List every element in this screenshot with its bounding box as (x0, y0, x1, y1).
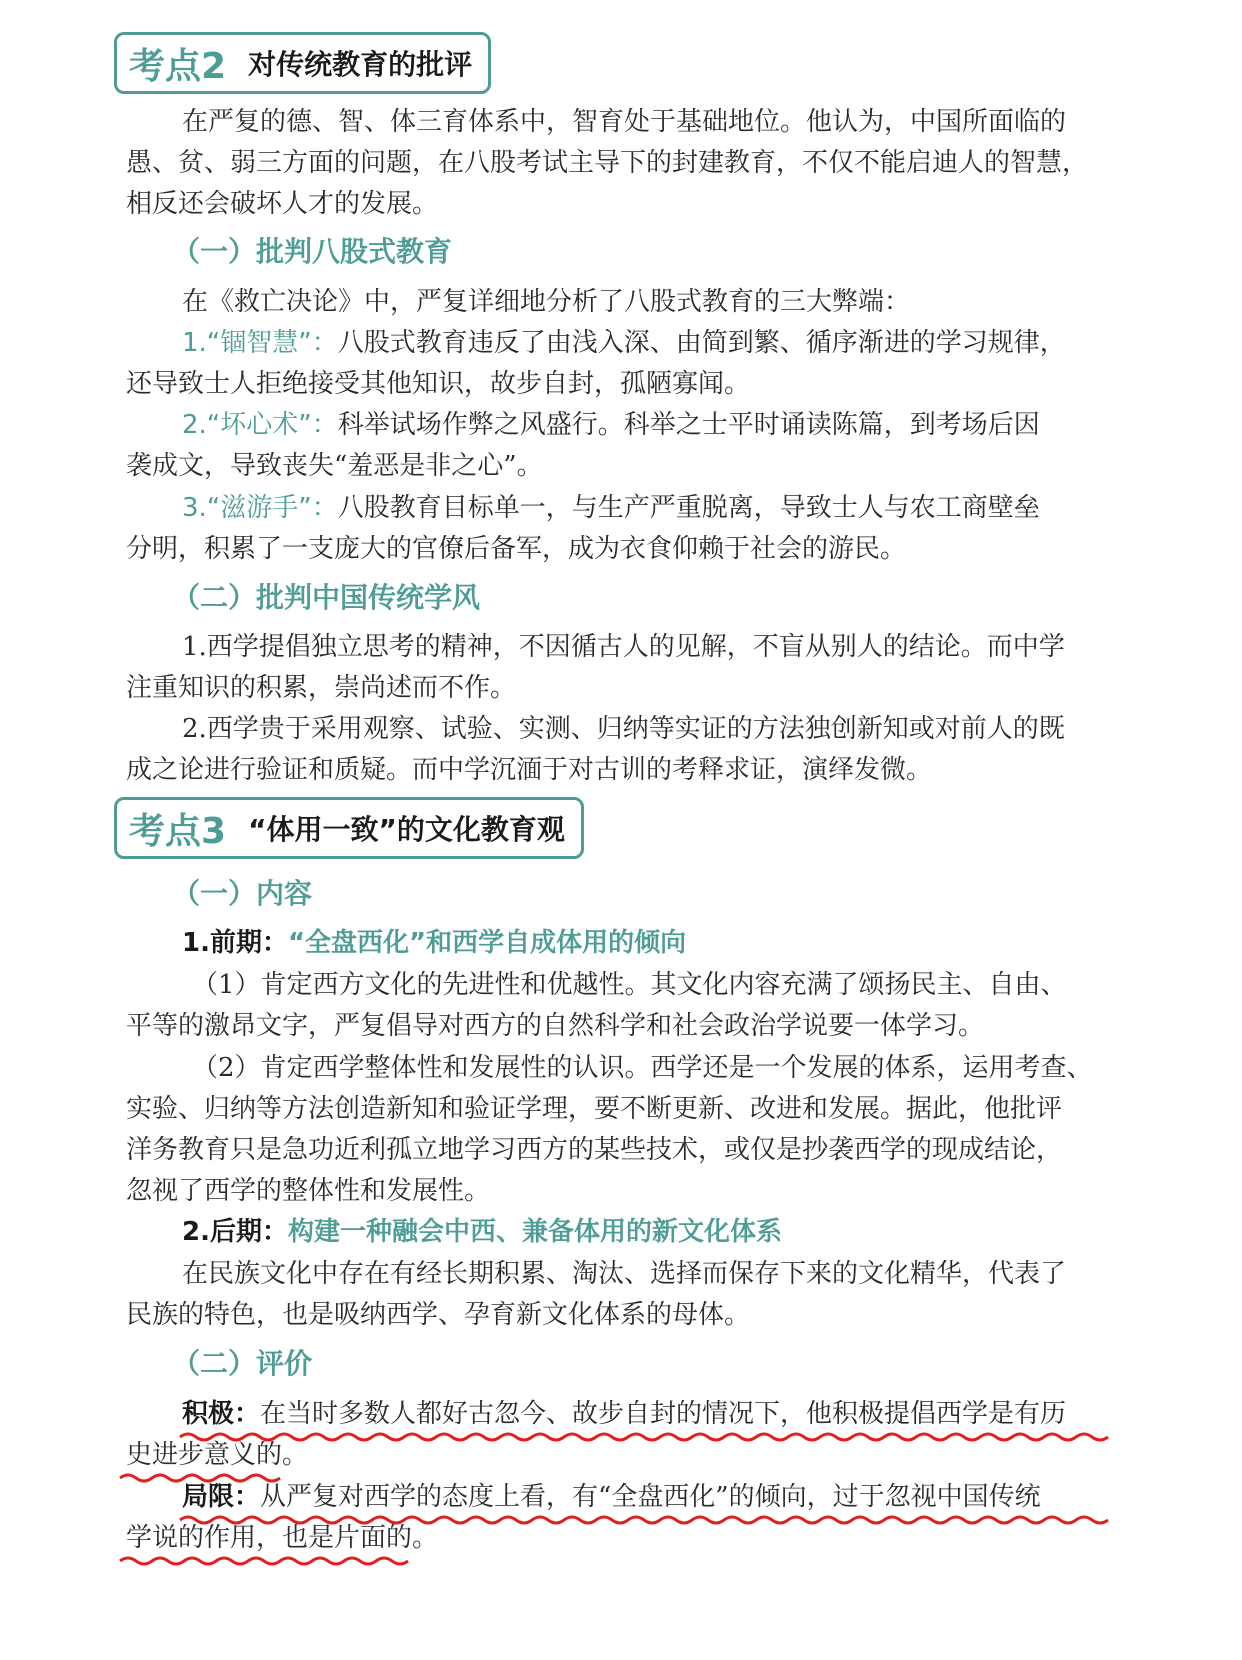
section2-intro-line: 愚、贫、弱三方面的问题，在八股考试主导下的封建教育，不仅不能启迪人的智慧， (126, 148, 1089, 178)
late-heading (182, 1210, 1132, 1254)
item-text: 八股式教育违反了由浅入深、由简到繁、循序渐进的学习规律， (337, 328, 1066, 358)
section3-header (114, 797, 584, 859)
section2-number: 考点2 (129, 45, 227, 87)
positive-line (182, 1392, 1132, 1436)
early-para-line: 洋务教育只是急功近利孤立地学习西方的某些技术，或仅是抄袭西学的现成结论， (126, 1135, 1063, 1165)
item-text-cont: 分明，积累了一支庞大的官僚后备军，成为衣食仰赖于社会的游民。 (126, 534, 907, 564)
section3-number: 考点3 (129, 810, 227, 852)
positive-line-cont: 史进步意义的。 (126, 1440, 309, 1470)
limit-text: 从严复对西学的态度上看，有“全盘西化”的倾向，过于忽视中国传统 (260, 1482, 1041, 1512)
section2-sub1-heading: （一）批判八股式教育 (172, 235, 453, 268)
section3-title: “体用一致”的文化教育观 (248, 813, 565, 846)
section3-sub2-heading: （二）评价 (172, 1347, 313, 1380)
section2-header (114, 32, 491, 94)
item-text: 科举试场作弊之风盛行。科举之士平时诵读陈篇，到考场后因 (337, 410, 1040, 440)
late-label: 2.后期： (182, 1217, 288, 1247)
list-item (182, 403, 1132, 447)
early-heading (182, 921, 1132, 965)
section3-sub1-heading: （一）内容 (172, 877, 313, 910)
early-para-line: （1）肯定西方文化的先进性和优越性。其文化内容充满了颂扬民主、自由、 (192, 970, 1067, 1000)
item-label: 1.“锢智慧”： (182, 328, 338, 358)
positive-label: 积极： (182, 1399, 261, 1429)
limit-line-cont: 学说的作用，也是片面的。 (126, 1523, 439, 1553)
early-para-line: 平等的激昂文字，严复倡导对西方的自然科学和社会政治学说要一体学习。 (126, 1011, 985, 1041)
early-title: “全盘西化”和西学自成体用的倾向 (287, 928, 687, 958)
sub2-para-line: 成之论进行验证和质疑。而中学沉湎于对古训的考释求证，演绎发微。 (126, 755, 933, 785)
section2-title: 对传统教育的批评 (248, 48, 473, 81)
early-para-line: 实验、归纳等方法创造新知和验证学理，要不断更新、改进和发展。据此，他批评 (126, 1094, 1063, 1124)
item-text-cont: 还导致士人拒绝接受其他知识，故步自封，孤陋寡闻。 (126, 369, 751, 399)
item-label: 2.“坏心术”： (182, 410, 338, 440)
section2-intro-line: 在严复的德、智、体三育体系中，智育处于基础地位。他认为，中国所面临的 (182, 107, 1067, 137)
item-text: 八股教育目标单一，与生产严重脱离，导致士人与农工商壁垒 (337, 493, 1040, 523)
item-label: 3.“滋游手”： (182, 493, 338, 523)
late-para-line: 民族的特色，也是吸纳西学、孕育新文化体系的母体。 (126, 1300, 751, 1330)
early-para-line: （2）肯定西学整体性和发展性的认识。西学还是一个发展的体系，运用考查、 (192, 1053, 1093, 1083)
section2-intro-line: 相反还会破坏人才的发展。 (126, 189, 439, 219)
item-text-cont: 袭成文，导致丧失“羞恶是非之心”。 (126, 451, 543, 481)
sub2-para-line: 2.西学贵于采用观察、试验、实测、归纳等实证的方法独创新知或对前人的既 (182, 714, 1065, 744)
late-title: 构建一种融会中西、兼备体用的新文化体系 (287, 1217, 782, 1247)
early-label: 1.前期： (182, 928, 288, 958)
late-para-line: 在民族文化中存在有经长期积累、淘汰、选择而保存下来的文化精华，代表了 (182, 1259, 1067, 1289)
list-item (182, 486, 1132, 530)
sub2-para-line: 1.西学提倡独立思考的精神，不因循古人的见解，不盲从别人的结论。而中学 (182, 632, 1065, 662)
section2-sub2-heading: （二）批判中国传统学风 (172, 581, 481, 614)
limit-label: 局限： (182, 1482, 261, 1512)
sub2-para-line: 注重知识的积累，崇尚述而不作。 (126, 673, 517, 703)
early-para-line: 忽视了西学的整体性和发展性。 (126, 1176, 491, 1206)
positive-text: 在当时多数人都好古忽今、故步自封的情况下，他积极提倡西学是有历 (260, 1399, 1067, 1429)
sub1-intro: 在《救亡决论》中，严复详细地分析了八股式教育的三大弊端： (182, 287, 911, 317)
list-item (182, 321, 1132, 365)
limit-line (182, 1475, 1132, 1519)
